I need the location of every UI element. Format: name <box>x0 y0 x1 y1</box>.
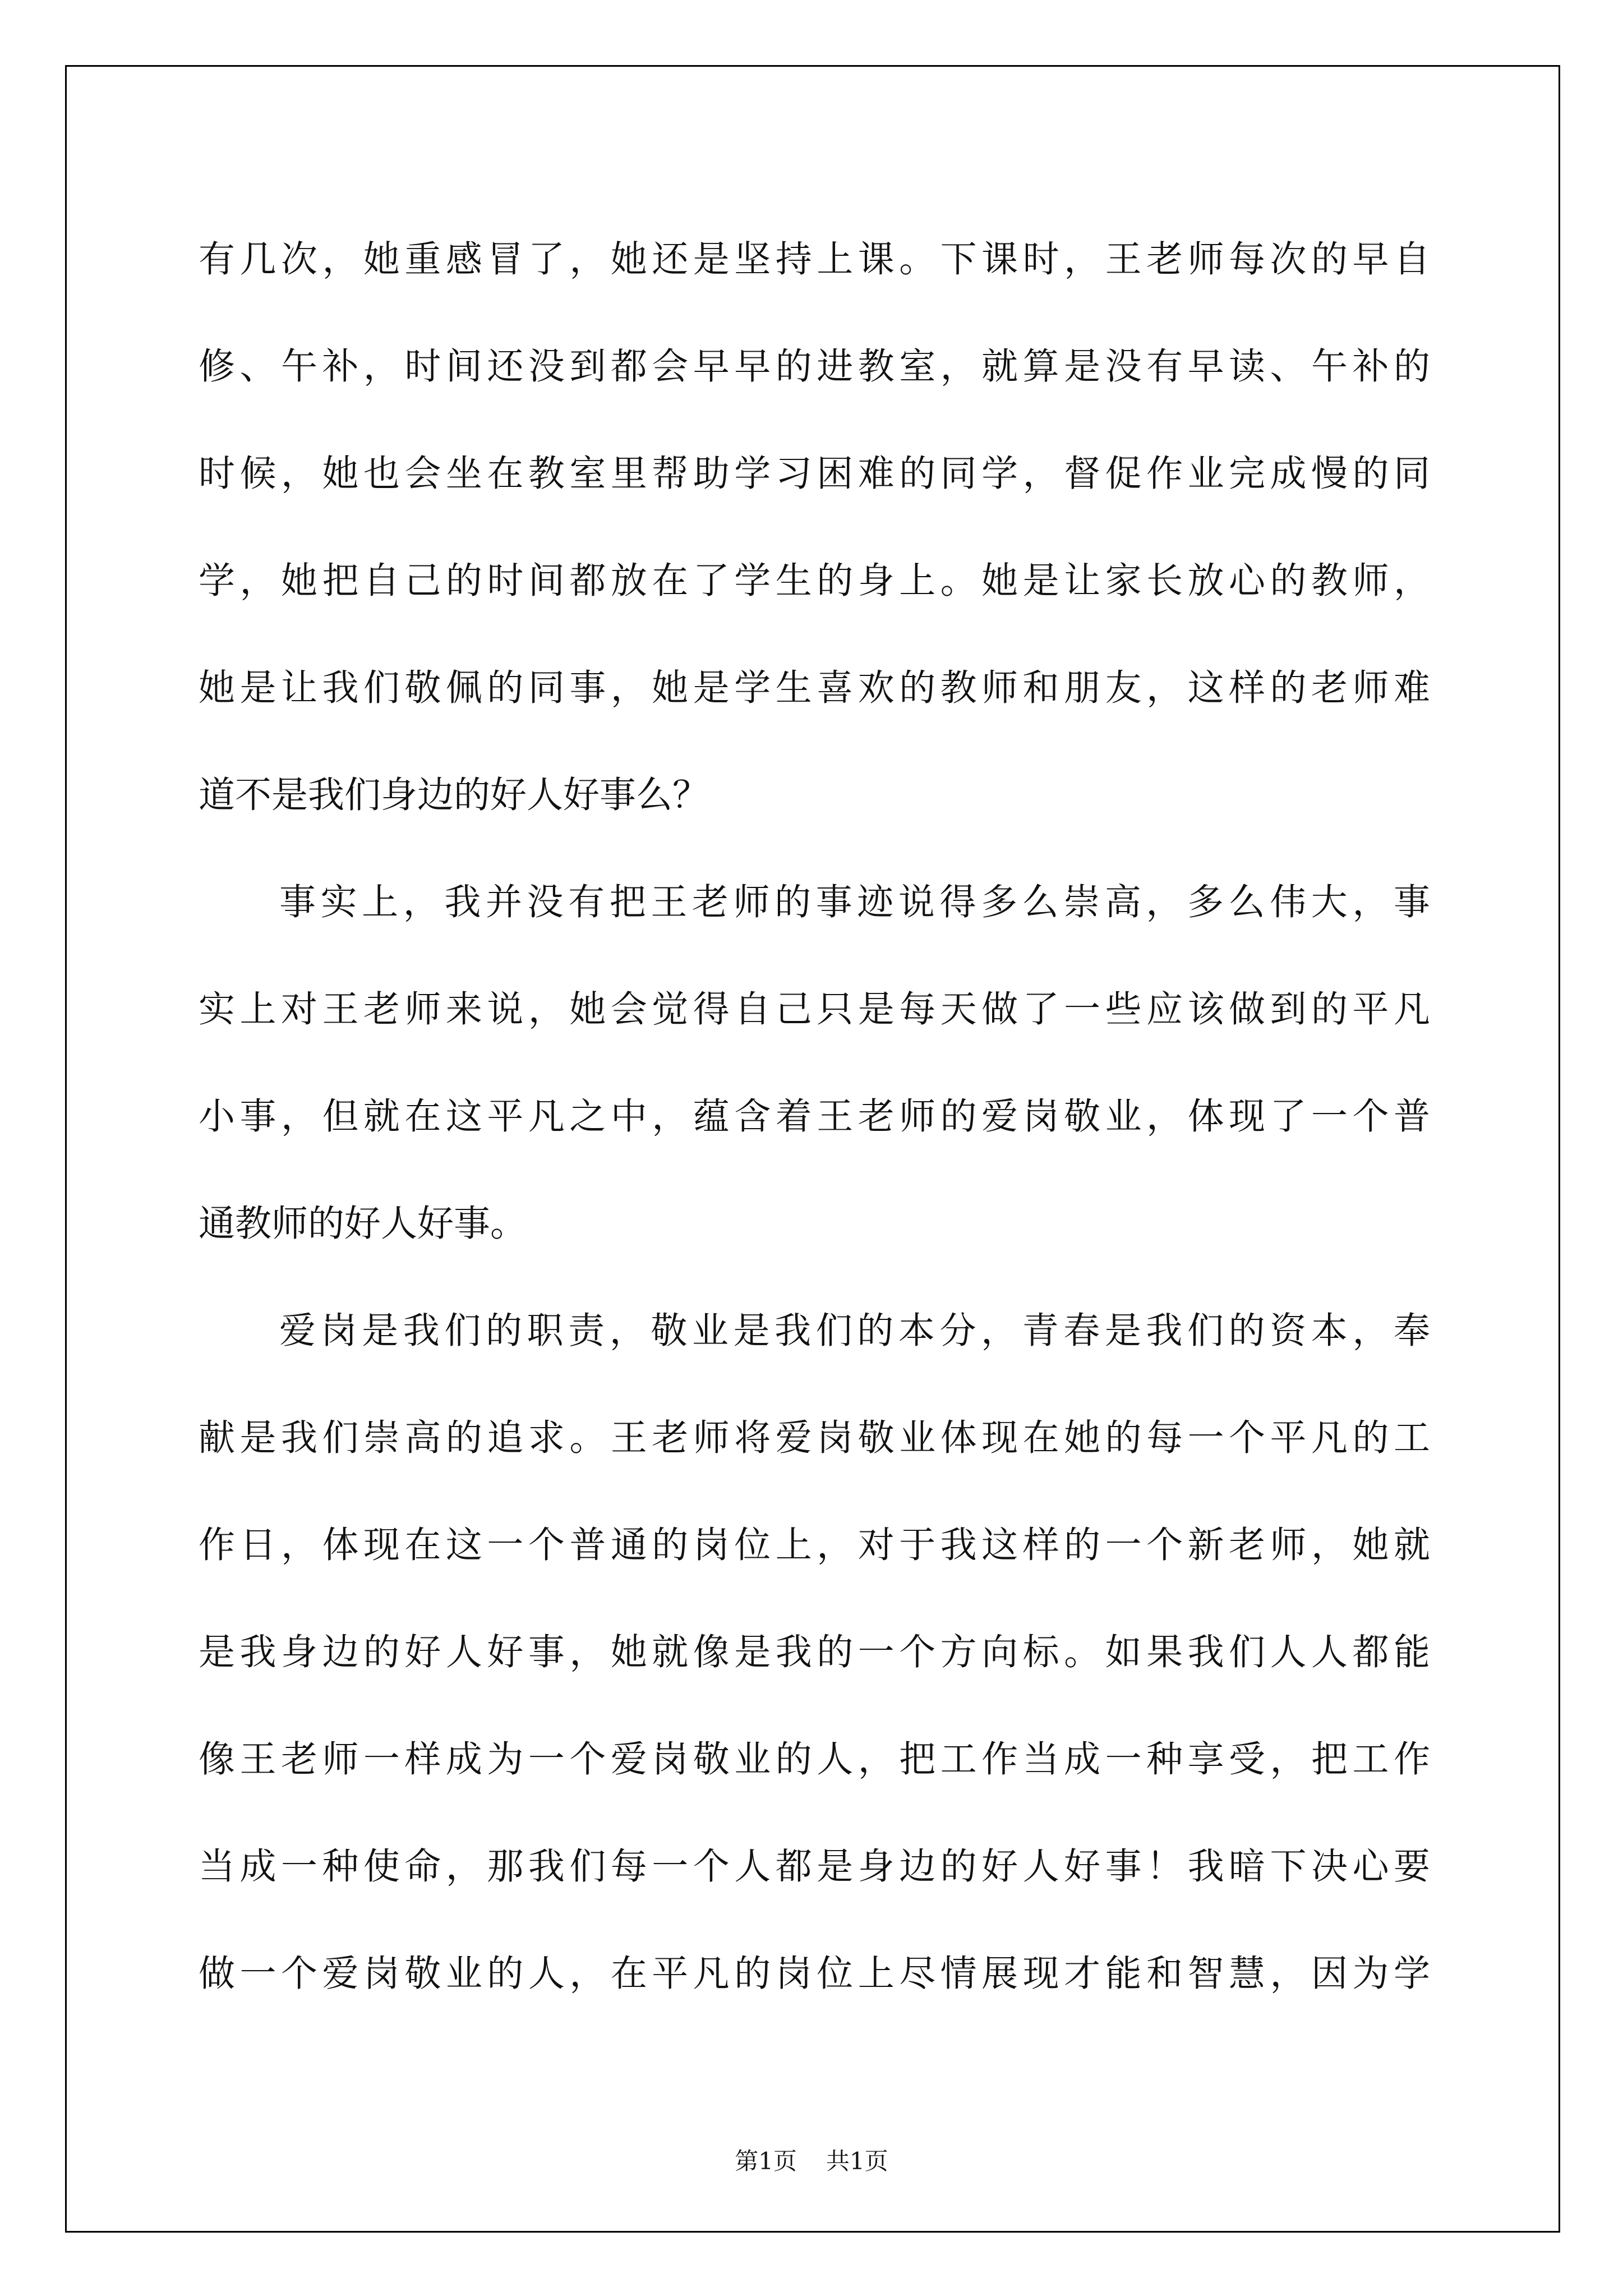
text-line: 小事，但就在这平凡之中，蕴含着王老师的爱岗敬业，体现了一个普 <box>199 1096 1430 1138</box>
text-line: 道不是我们身边的好人好事么？ <box>199 774 709 816</box>
text-line: 做一个爱岗敬业的人，在平凡的岗位上尽情展现才能和智慧，因为学 <box>199 1953 1430 1995</box>
document-body <box>199 206 1430 2027</box>
paragraph-first-line: 爱岗是我们的职责，敬业是我们的本分，青春是我们的资本，奉 <box>279 1310 1430 1352</box>
text-line: 是我身边的好人好事，她就像是我的一个方向标。如果我们人人都能 <box>199 1631 1430 1673</box>
text-line: 献是我们崇高的追求。王老师将爱岗敬业体现在她的每一个平凡的工 <box>199 1417 1430 1459</box>
text-line: 她是让我们敬佩的同事，她是学生喜欢的教师和朋友，这样的老师难 <box>199 667 1430 709</box>
text-line: 有几次，她重感冒了，她还是坚持上课。下课时，王老师每次的早自 <box>199 238 1430 280</box>
text-line: 实上对王老师来说，她会觉得自己只是每天做了一些应该做到的平凡 <box>199 988 1430 1030</box>
text-line: 学，她把自己的时间都放在了学生的身上。她是让家长放心的教师， <box>199 560 1430 602</box>
text-line: 作日，体现在这一个普通的岗位上，对于我这样的一个新老师，她就 <box>199 1524 1430 1566</box>
text-line: 通教师的好人好事。 <box>199 1203 527 1245</box>
text-line: 当成一种使命，那我们每一个人都是身边的好人好事！我暗下决心要 <box>199 1846 1430 1888</box>
page-number: 第1页 <box>735 2147 797 2175</box>
paragraph-first-line: 事实上，我并没有把王老师的事迹说得多么崇高，多么伟大，事 <box>279 881 1430 923</box>
text-line: 修、午补，时间还没到都会早早的进教室，就算是没有早读、午补的 <box>199 346 1430 388</box>
text-line: 像王老师一样成为一个爱岗敬业的人，把工作当成一种享受，把工作 <box>199 1738 1430 1780</box>
text-line: 时候，她也会坐在教室里帮助学习困难的同学，督促作业完成慢的同 <box>199 453 1430 495</box>
page-footer <box>0 2143 1623 2177</box>
page-total: 共1页 <box>826 2147 888 2175</box>
